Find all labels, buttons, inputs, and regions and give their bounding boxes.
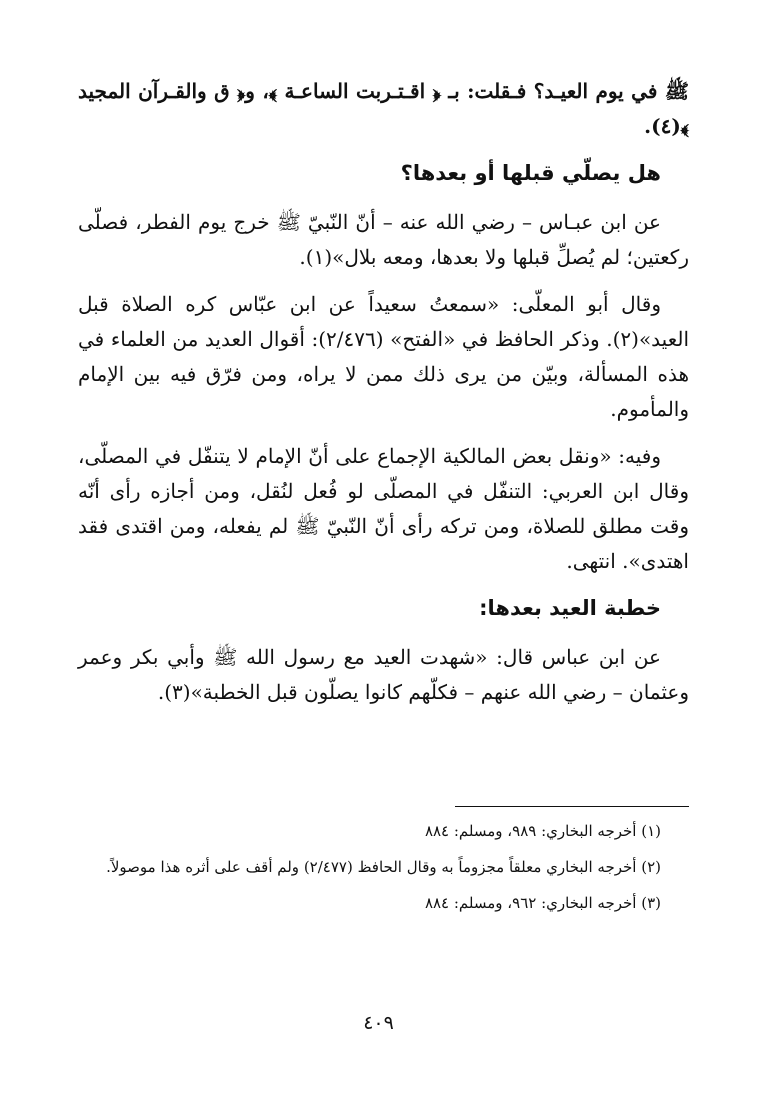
footnotes bbox=[78, 818, 689, 926]
main-text bbox=[78, 74, 689, 722]
page-number: ٤٠٩ bbox=[363, 1012, 394, 1034]
paragraph-continuation: ﷺ في يوم العيـد؟ فـقلت: بـ ﴿ اقـتـربت الساعـة ﴾، و﴿ ق والقـرآن المجيد ﴾(٤). bbox=[78, 79, 689, 138]
footnote-1: (١) أخرجه البخاري: ٩٨٩، ومسلم: ٨٨٤ bbox=[424, 822, 661, 840]
section-heading-prayer-before-after: هل يصلّي قبلها أو بعدها؟ bbox=[400, 161, 661, 185]
paragraph-eid-sermon-hadith: عن ابن عباس قال: «شهدت العيد مع رسول الله ﷺ وأبي بكر وعمر وعثمان – رضي الله عنهم – فكلّهم كانوا يصلّون قبل الخطبة»(٣). bbox=[78, 645, 689, 704]
footnote-3: (٣) أخرجه البخاري: ٩٦٢، ومسلم: ٨٨٤ bbox=[424, 894, 661, 912]
paragraph-maliki-consensus: وفيه: «ونقل بعض المالكية الإجماع على أنّ الإمام لا يتنفّل في المصلّى، وقال ابن العربي: التنفّل في المصلّى لو فُعل لنُقل، ومن أجازه رأى أنّه وقت مطلق للصلاة، ومن تركه رأى أنّ النّبيّ ﷺ لم يفعله، ومن اقتدى فقد اهتدى». انتهى. bbox=[78, 444, 689, 573]
footnote-divider bbox=[455, 806, 689, 807]
paragraph-ibn-abbas-hadith: عن ابن عبـاس – رضي الله عنه – أنّ النّبيّ ﷺ خرج يوم الفطر، فصلّى ركعتين؛ لم يُصلِّ قبلها ولا بعدها، ومعه بلال»(١). bbox=[78, 210, 689, 269]
section-heading-eid-sermon: خطبة العيد بعدها: bbox=[479, 596, 661, 620]
footnote-2: (٢) أخرجه البخاري معلقاً مجزوماً به وقال الحافظ (٢/٤٧٧) ولم أقف على أثره هذا موصولاً. bbox=[106, 858, 661, 876]
paragraph-abu-al-mualla: وقال أبو المعلّى: «سمعتُ سعيداً عن ابن عبّاس كره الصلاة قبل العيد»(٢). وذكر الحافظ في «الفتح» (٢/٤٧٦): أقوال العديد من العلماء في هذه المسألة، وبيّن من يرى ذلك ممن لا يراه، ومن فرّق فيه بين الإمام والمأموم. bbox=[78, 292, 690, 421]
